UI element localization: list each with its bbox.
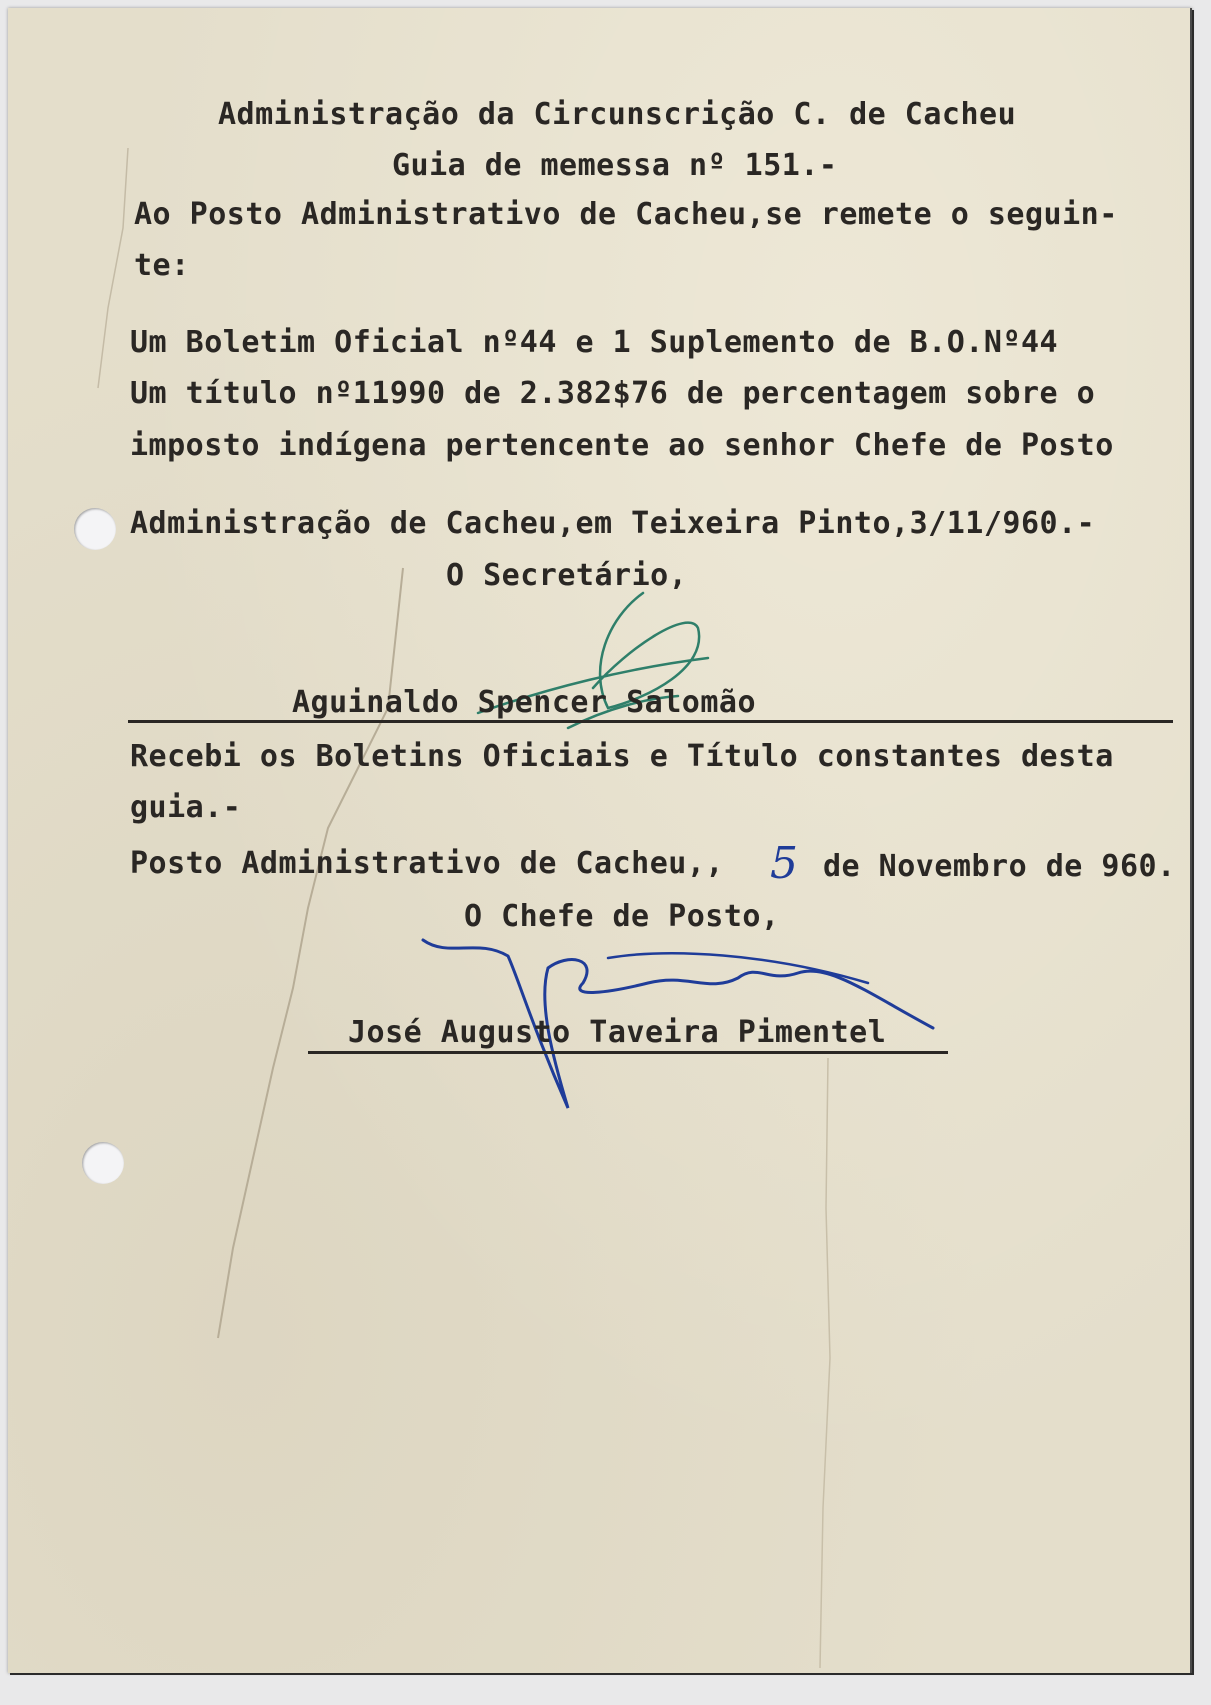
document-sheet bbox=[8, 8, 1192, 1673]
receipt-line-1: Recebi os Boletins Oficiais e Título constantes desta bbox=[130, 739, 1114, 774]
chief-signature-line bbox=[308, 1051, 948, 1054]
header-subtitle: Guia de memessa nº 151.- bbox=[392, 148, 838, 183]
item-line-3: imposto indígena pertencente ao senhor Chefe de Posto bbox=[130, 428, 1114, 463]
intro-line-2: te: bbox=[134, 248, 190, 283]
receipt-date-suffix: de Novembro de 960. bbox=[823, 849, 1176, 884]
receipt-handwritten-day: 5 bbox=[770, 838, 798, 889]
receipt-line-2: guia.- bbox=[130, 790, 242, 825]
date-line: Administração de Cacheu,em Teixeira Pinto,3/11/960.- bbox=[130, 506, 1096, 541]
punch-hole-bottom bbox=[82, 1142, 124, 1184]
punch-hole-top bbox=[74, 508, 116, 550]
intro-line-1: Ao Posto Administrativo de Cacheu,se remete o seguin- bbox=[134, 197, 1118, 232]
chief-role: O Chefe de Posto, bbox=[464, 899, 780, 934]
item-line-1: Um Boletim Oficial nº44 e 1 Suplemento de B.O.Nº44 bbox=[130, 325, 1059, 360]
receipt-place-prefix: Posto Administrativo de Cacheu,, bbox=[130, 846, 724, 881]
chief-name: José Augusto Taveira Pimentel bbox=[348, 1015, 887, 1050]
secretary-signature-line bbox=[128, 720, 1173, 723]
header-title: Administração da Circunscrição C. de Cacheu bbox=[218, 97, 1017, 132]
secretary-role: O Secretário, bbox=[446, 558, 688, 593]
item-line-2: Um título nº11990 de 2.382$76 de percentagem sobre o bbox=[130, 376, 1096, 411]
secretary-name: Aguinaldo Spencer Salomão bbox=[292, 685, 757, 720]
